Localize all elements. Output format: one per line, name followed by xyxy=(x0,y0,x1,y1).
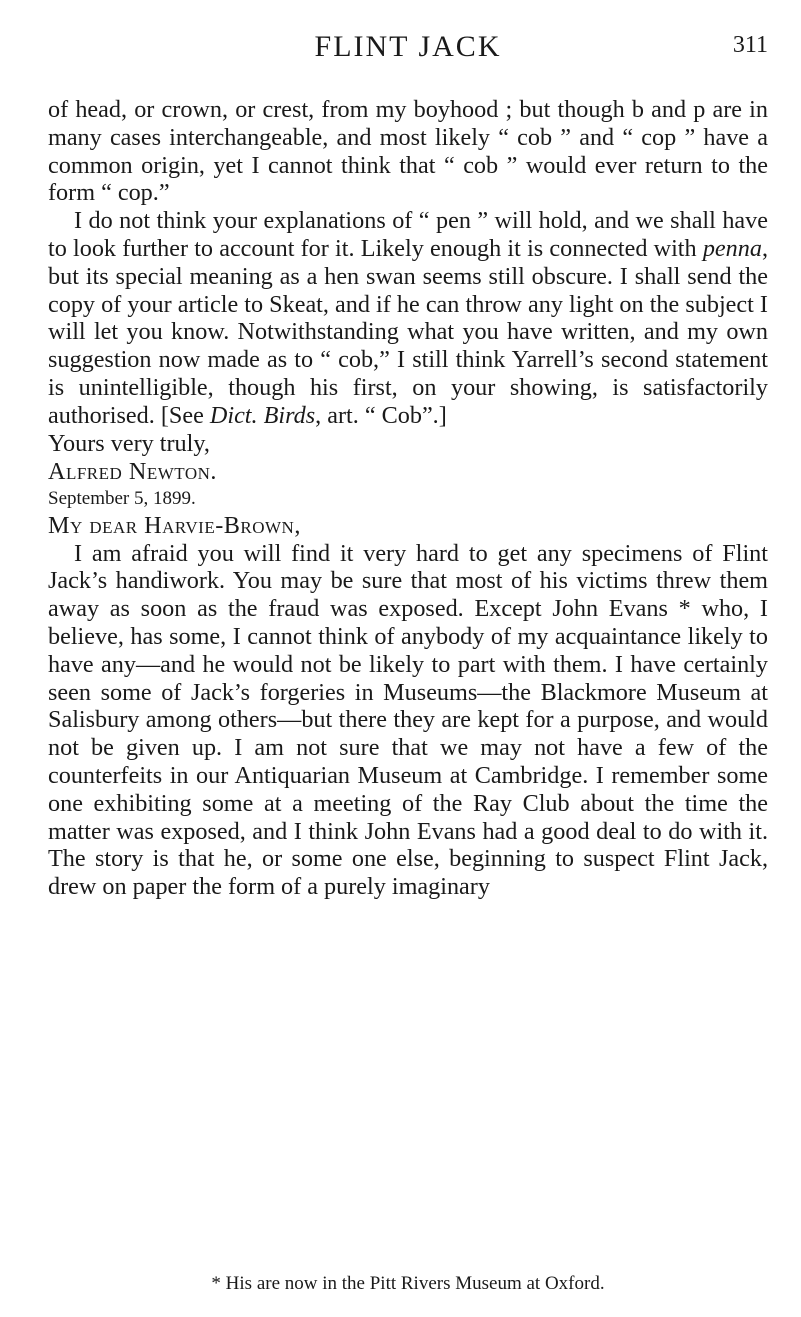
letter2-body: I am afraid you will find it very hard to get any specimens of Flint Jack’s handiwork. You may be sure that most of his victims threw them away as soon as the fraud was exposed. Except John Evans * who, I believe, has some, I cannot think of anybody of my acquaintance likely to have any—and he would not be likely to part with them. I have certainly seen some of Jack’s forgeries in Museums—the Blackmore Museum at Salisbury among others—but there they are kept for a purpose, and would not be given up. I am not sure that we may not have a few of the counterfeits in our Antiquarian Museum at Cambridge. I remember some one exhibiting some at a meeting of the Ray Club about the time the matter was exposed, and I think John Evans had a good deal to do with it. The story is that he, or some one else, beginning to suspect Flint Jack, drew on paper the form of a purely imaginary xyxy=(48,539,768,901)
letter1-paragraph1: of head, or crown, or crest, from my boyhood ; but though b and p are in many cases interchangeable, and most likely “ cob ” and “ cop ” have a common origin, yet I cannot think that “ cob ” would ever return to the form “ cop.” xyxy=(48,96,768,207)
letter1-closing: Yours very truly, xyxy=(48,429,210,457)
running-title: FLINT JACK xyxy=(314,30,502,63)
letter1-paragraph2 xyxy=(48,207,768,429)
letter1-paragraph2-italic-penna: penna xyxy=(702,234,762,262)
letter2-salutation: My dear Harvie-Brown, xyxy=(48,511,301,539)
page-body xyxy=(48,96,768,901)
letter1-paragraph2-part1: I do not think your explanations of “ pen ” will hold, and we shall have to look further to account for it. Likely enough it is connected with xyxy=(48,207,768,262)
letter1-paragraph2-part3: , art. “ Cob”.] xyxy=(315,401,447,429)
letter2-date: September 5, 1899. xyxy=(48,487,196,509)
page-number: 311 xyxy=(732,32,768,58)
letter1-paragraph2-part2: , but its special meaning as a hen swan seems still obscure. I shall send the copy of your article to Skeat, and if he can throw any light on the subject I will let you know. Notwithstanding what you have written, and my own suggestion now made as to “ cob,” I still think Yarrell’s second statement is unintelligible, though his first, on your showing, is satisfactorily authorised. [See xyxy=(48,234,768,429)
page-header xyxy=(48,24,768,74)
footnote: * His are now in the Pitt Rivers Museum at Oxford. xyxy=(211,1273,605,1294)
letter1-signature: Alfred Newton. xyxy=(48,457,217,485)
letter1-paragraph2-italic-dict: Dict. Birds xyxy=(209,401,316,429)
